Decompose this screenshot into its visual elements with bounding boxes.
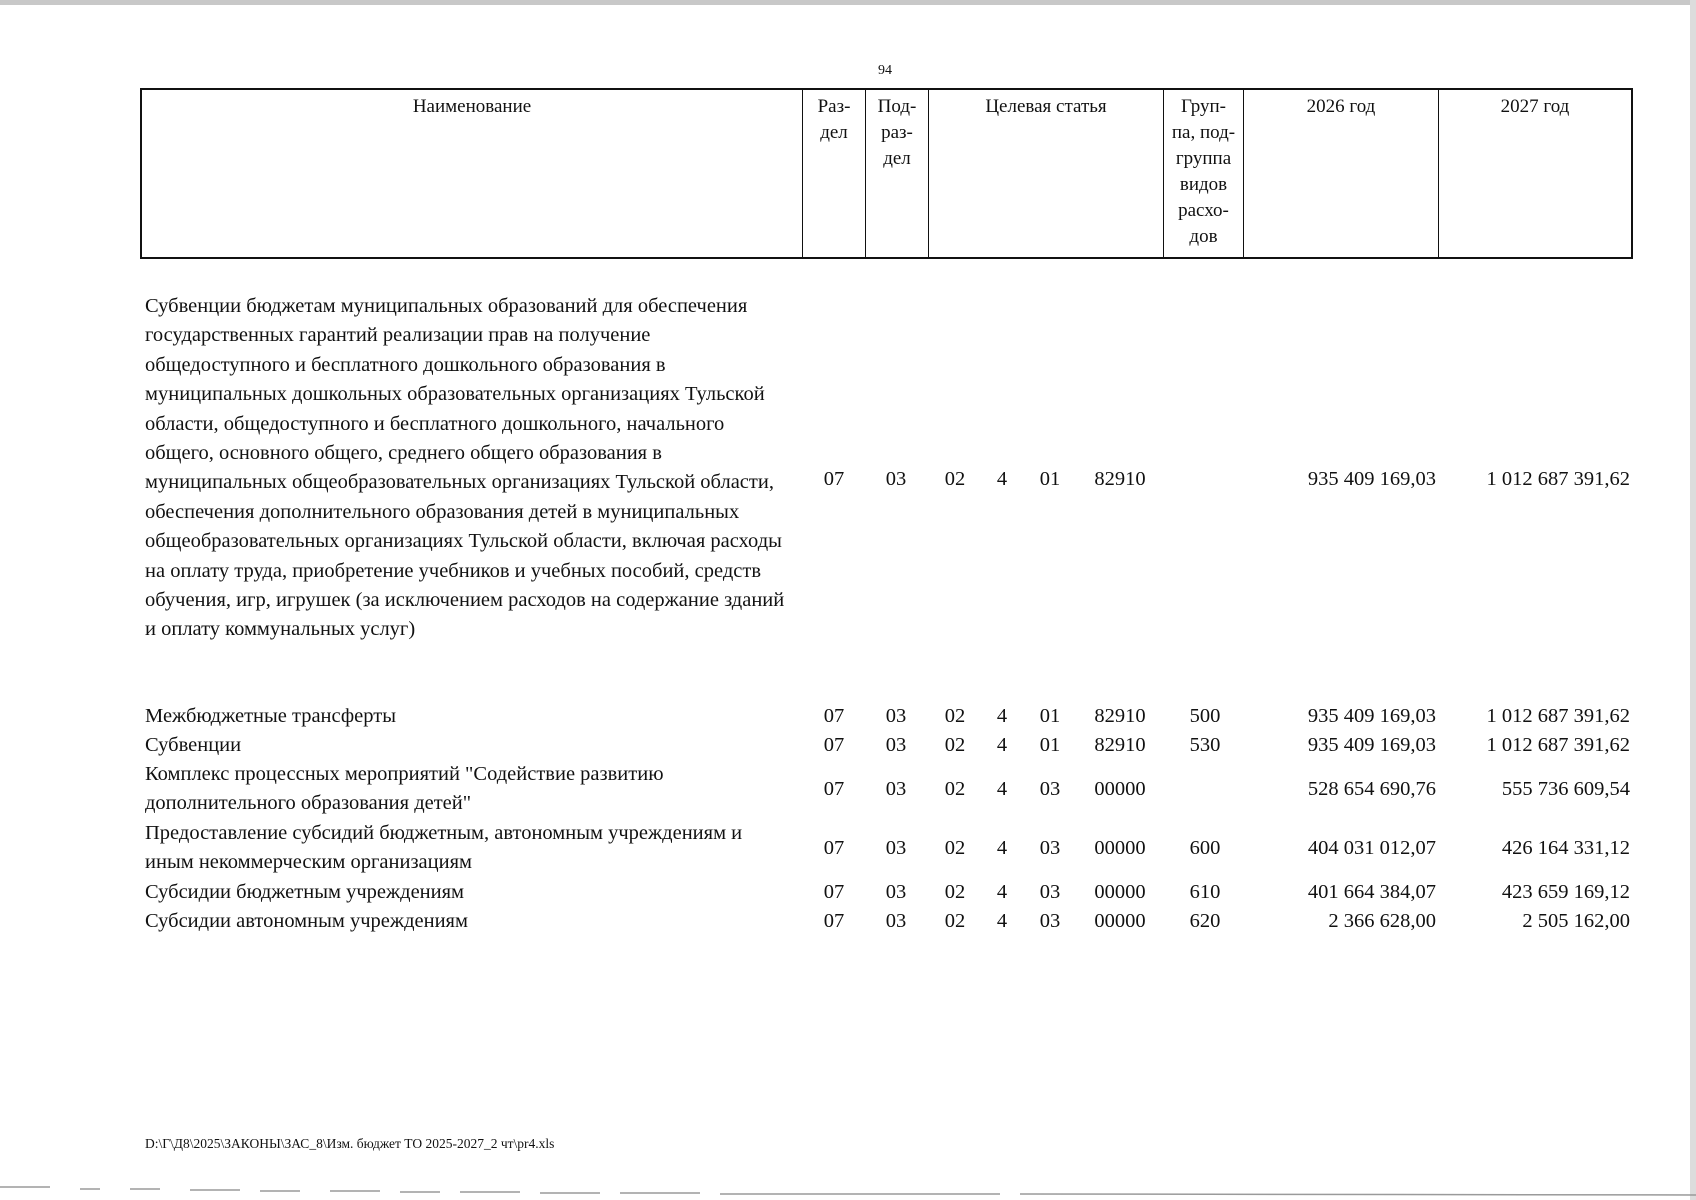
- table-row: [0, 907, 1696, 937]
- row-podrazdel: 03: [885, 881, 907, 903]
- row-target-4: 00000: [1094, 778, 1146, 800]
- row-value-2026: 935 409 169,03: [1307, 705, 1436, 727]
- row-target-3: 03: [1039, 881, 1061, 903]
- table-header: [140, 88, 1633, 259]
- file-path-footer: D:\Г\Д8\2025\ЗАКОНЫ\ЗАС_8\Изм. бюджет ТО 2025-2027_2 чт\pr4.xls: [145, 1136, 555, 1151]
- row-name: Субсидии автономным учреждениям: [145, 910, 468, 932]
- row-name: Субсидии бюджетным учреждениям: [145, 881, 465, 903]
- row-target-1: 02: [944, 910, 966, 932]
- row-podrazdel: 03: [885, 837, 907, 859]
- scan-bottom-edge: [0, 1183, 1696, 1197]
- header-expense-group: Груп- па, под- группа видов расхо- дов: [1163, 90, 1243, 257]
- header-name: Наименование: [412, 96, 532, 117]
- row-target-2: 4: [996, 837, 1008, 859]
- header-year-2027: 2027 год: [1438, 90, 1631, 257]
- row-razdel: 07: [823, 778, 845, 800]
- row-value-2027: 555 736 609,54: [1501, 778, 1630, 800]
- row-target-2: 4: [996, 468, 1008, 490]
- row-razdel: 07: [823, 837, 845, 859]
- row-target-1: 02: [944, 468, 966, 490]
- row-value-2026: 935 409 169,03: [1307, 734, 1436, 756]
- row-target-2: 4: [996, 778, 1008, 800]
- row-value-2027: 423 659 169,12: [1501, 881, 1630, 903]
- row-name: Субвенции бюджетам муниципальных образований для обеспечения государственных гарантий реализации прав на получение общедоступного и бесплатного дошкольного образования в муниципальных дошкольных образовательных организациях Тульской области, общедоступного и бесплатного дошкольного, начального общего, основного общего, среднего общего образования в муниципальных общеобразовательных организациях Тульской области, обеспечения дополнительного образования детей в муниципальных общеобразовательных организациях Тульской области, включая расходы на оплату труда, приобретение учебников и учебных пособий, средств обучения, игр, игрушек (за исключением расходов на содержание зданий и оплату коммунальных услуг): [145, 295, 785, 641]
- row-name: Субвенции: [145, 734, 242, 756]
- row-podrazdel: 03: [885, 468, 907, 490]
- row-target-4: 82910: [1094, 705, 1146, 727]
- row-razdel: 07: [823, 468, 845, 490]
- row-target-2: 4: [996, 910, 1008, 932]
- header-razdel: Раз- дел: [802, 90, 865, 257]
- row-expense-group: 610: [1189, 881, 1221, 903]
- table-row: [0, 878, 1696, 908]
- row-target-2: 4: [996, 705, 1008, 727]
- row-podrazdel: 03: [885, 734, 907, 756]
- row-razdel: 07: [823, 705, 845, 727]
- row-target-3: 03: [1039, 910, 1061, 932]
- row-target-1: 02: [944, 778, 966, 800]
- page-number: 94: [878, 63, 892, 78]
- table-row: [0, 760, 1696, 819]
- table-row: [0, 702, 1696, 732]
- row-expense-group: 600: [1189, 837, 1221, 859]
- header-year-2026: 2026 год: [1243, 90, 1438, 257]
- row-target-1: 02: [944, 705, 966, 727]
- row-razdel: 07: [823, 734, 845, 756]
- row-value-2026: 528 654 690,76: [1307, 778, 1436, 800]
- row-value-2026: 401 664 384,07: [1307, 881, 1436, 903]
- row-razdel: 07: [823, 910, 845, 932]
- row-target-1: 02: [944, 837, 966, 859]
- row-value-2027: 1 012 687 391,62: [1486, 734, 1630, 756]
- row-value-2027: 2 505 162,00: [1522, 910, 1630, 932]
- row-name: Предоставление субсидий бюджетным, автономным учреждениям и иным некоммерческим организациям: [145, 822, 743, 874]
- row-target-2: 4: [996, 881, 1008, 903]
- row-podrazdel: 03: [885, 705, 907, 727]
- table-row: [0, 292, 1696, 677]
- row-target-1: 02: [944, 881, 966, 903]
- row-target-4: 00000: [1094, 837, 1146, 859]
- scan-top-edge: [0, 0, 1696, 5]
- row-target-4: 00000: [1094, 910, 1146, 932]
- row-razdel: 07: [823, 881, 845, 903]
- row-podrazdel: 03: [885, 910, 907, 932]
- row-target-3: 03: [1039, 778, 1061, 800]
- row-expense-group: 500: [1189, 705, 1221, 727]
- header-target-article: Целевая статья: [928, 90, 1163, 257]
- row-name: Комплекс процессных мероприятий "Содействие развитию дополнительного образования детей": [145, 763, 664, 815]
- header-podrazdel: Под- раз- дел: [865, 90, 928, 257]
- row-target-3: 01: [1039, 468, 1061, 490]
- row-value-2027: 1 012 687 391,62: [1486, 705, 1630, 727]
- row-target-4: 82910: [1094, 468, 1146, 490]
- table-row: [0, 731, 1696, 761]
- row-target-3: 01: [1039, 734, 1061, 756]
- row-value-2026: 935 409 169,03: [1307, 468, 1436, 490]
- row-podrazdel: 03: [885, 778, 907, 800]
- row-target-1: 02: [944, 734, 966, 756]
- row-target-2: 4: [996, 734, 1008, 756]
- row-target-3: 01: [1039, 705, 1061, 727]
- row-value-2027: 1 012 687 391,62: [1486, 468, 1630, 490]
- row-name: Межбюджетные трансферты: [145, 705, 396, 727]
- row-value-2027: 426 164 331,12: [1501, 837, 1630, 859]
- table-row: [0, 819, 1696, 878]
- row-value-2026: 404 031 012,07: [1307, 837, 1436, 859]
- row-expense-group: 530: [1189, 734, 1221, 756]
- row-expense-group: 620: [1189, 910, 1221, 932]
- row-target-4: 82910: [1094, 734, 1146, 756]
- row-target-4: 00000: [1094, 881, 1146, 903]
- row-target-3: 03: [1039, 837, 1061, 859]
- row-value-2026: 2 366 628,00: [1328, 910, 1436, 932]
